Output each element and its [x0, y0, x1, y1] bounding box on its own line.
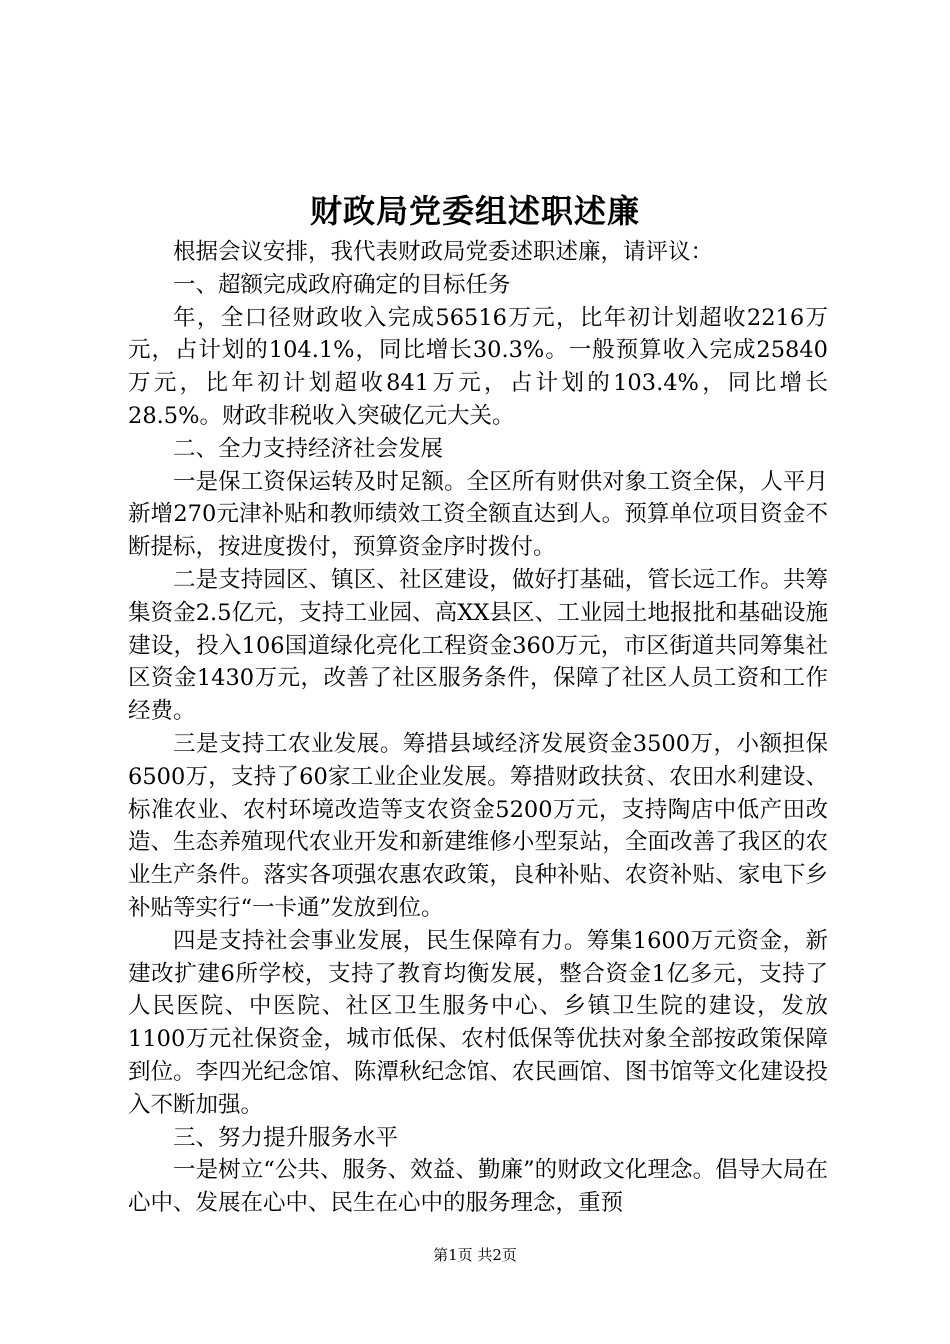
paragraph-intro: 根据会议安排，我代表财政局党委述职述廉，请评议： [173, 239, 714, 265]
page-number-footer: 第1页 共2页 [433, 1246, 517, 1264]
paragraph-culture: 一是树立“公共、服务、效益、勤廉”的财政文化理念。倡导大局在心中、发展在心中、民生在心中的服务理念，重预 [128, 1157, 828, 1217]
paragraph-wages: 一是保工资保运转及时足额。全区所有财供对象工资全保，人平月新增270元津补贴和教师绩效工资全额直达到人。预算单位项目资金不断提标，按进度拨付，预算资金序时拨付。 [128, 468, 828, 561]
document-body [128, 236, 828, 1220]
section-heading-2: 二、全力支持经济社会发展 [173, 435, 444, 462]
section-heading-1: 一、超额完成政府确定的目标任务 [173, 271, 511, 298]
paragraph-social: 四是支持社会事业发展，民生保障有力。筹集1600万元资金，新建改扩建6所学校，支持了教育均衡发展，整合资金1亿多元，支持了人民医院、中医院、社区卫生服务中心、乡镇卫生院的建设，发放1100万元社保资金，城市低保、农村低保等优扶对象全部按政策保障到位。李四光纪念馆、陈潭秋纪念馆、农民画馆、图书馆等文化建设投入不断加强。 [128, 927, 828, 1118]
document-title: 财政局党委组述职述廉 [309, 192, 640, 230]
section-heading-3: 三、努力提升服务水平 [173, 1124, 399, 1151]
paragraph-agriculture: 三是支持工农业发展。筹措县域经济发展资金3500万，小额担保6500万，支持了60家工业企业发展。筹措财政扶贫、农田水利建设、标准农业、农村环境改造等支农资金5200万元，支持陶店中低产田改造、生态养殖现代农业开发和新建维修小型泵站，全面改善了我区的农业生产条件。落实各项强农惠农政策，良种补贴、农资补贴、家电下乡补贴等实行“一卡通”发放到位。 [128, 730, 828, 921]
paragraph-revenue: 年，全口径财政收入完成56516万元，比年初计划超收2216万元，占计划的104.1%，同比增长30.3%。一般预算收入完成25840万元，比年初计划超收841万元，占计划的103.4%，同比增长28.5%。财政非税收入突破亿元大关。 [128, 304, 828, 429]
paragraph-parks: 二是支持园区、镇区、社区建设，做好打基础，管长远工作。共筹集资金2.5亿元，支持工业园、高XX县区、工业园土地报批和基础设施建设，投入106国道绿化亮化工程资金360万元，市区街道共同筹集社区资金1430万元，改善了社区服务条件，保障了社区人员工资和工作经费。 [128, 566, 828, 725]
